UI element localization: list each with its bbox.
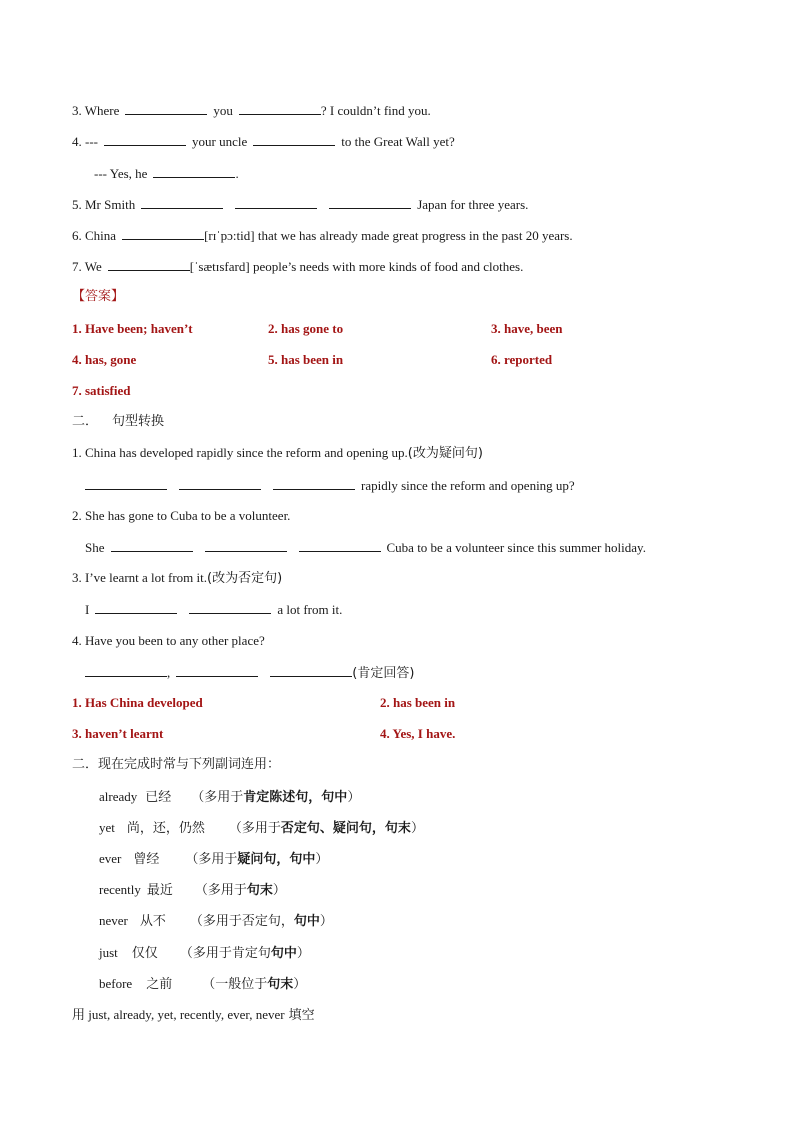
transform-answer-1: 1. Has China developed: [72, 695, 203, 710]
adverb-item: recently 最近 （多用于句末）: [99, 882, 286, 898]
transform-answer-4: 4. Yes, I have.: [380, 726, 456, 741]
answer-2: 2. has gone to: [268, 321, 344, 336]
transform-q2: 2. She has gone to Cuba to be a volunteer.: [72, 508, 291, 523]
answer-4: 4. has, gone: [72, 352, 137, 367]
answer-5: 5. has been in: [268, 352, 344, 367]
answer-6: 6. reported: [491, 352, 553, 367]
transform-q1: 1. China has developed rapidly since the reform and opening up.(改为疑问句): [72, 445, 483, 461]
transform-q4-blanks: , (肯定回答): [85, 663, 414, 683]
transform-answer-2: 2. has been in: [380, 695, 456, 710]
adverb-item: before 之前 （一般位于句末）: [99, 976, 307, 992]
adverb-item: ever 曾经 （多用于疑问句，句中）: [99, 851, 329, 867]
answer-heading: 【答案】: [72, 289, 125, 304]
exercise-q6: 6. China [rɪˈpɔ:tid] that we has already made great progress in the past 20 years.: [72, 228, 573, 243]
exercise-q4: 4. --- your uncle to the Great Wall yet?: [72, 134, 455, 149]
exercise-q5: 5. Mr Smith Japan for three years.: [72, 197, 529, 212]
transform-q1-blanks: rapidly since the reform and opening up?: [85, 476, 575, 495]
transform-answer-3: 3. haven’t learnt: [72, 726, 164, 741]
section-title-adverbs: 二．现在完成时常与下列副词连用：: [72, 757, 281, 772]
adverb-item: never 从不 （多用于否定句，句中）: [99, 913, 333, 929]
transform-q4: 4. Have you been to any other place?: [72, 633, 265, 648]
transform-q3-blanks: I a lot from it.: [85, 602, 343, 617]
exercise-q4-answer-line: --- Yes, he .: [94, 166, 239, 181]
adverb-item: yet 尚，还，仍然 （多用于否定句、疑问句，句末）: [99, 820, 424, 836]
fill-in-instruction: 用 just, already, yet, recently, ever, never 填空: [72, 1007, 315, 1023]
adverb-item: already 已经 （多用于肯定陈述句，句中）: [99, 789, 361, 805]
transform-q2-blanks: She Cuba to be a volunteer since this summer holiday.: [85, 540, 646, 555]
answer-3: 3. have, been: [491, 321, 563, 336]
exercise-q7: 7. We [ˈsætɪsfard] people’s needs with more kinds of food and clothes.: [72, 259, 524, 274]
exercise-q3: 3. Where you ? I couldn’t find you.: [72, 103, 431, 118]
transform-q3: 3. I’ve learnt a lot from it.(改为否定句): [72, 570, 283, 586]
answer-7: 7. satisfied: [72, 383, 131, 398]
adverb-item: just 仅仅 （多用于肯定句句中）: [99, 945, 310, 961]
answer-1: 1. Have been; haven’t: [72, 321, 193, 336]
section-title-sentence-transform: 二． 句型转换: [72, 414, 165, 429]
